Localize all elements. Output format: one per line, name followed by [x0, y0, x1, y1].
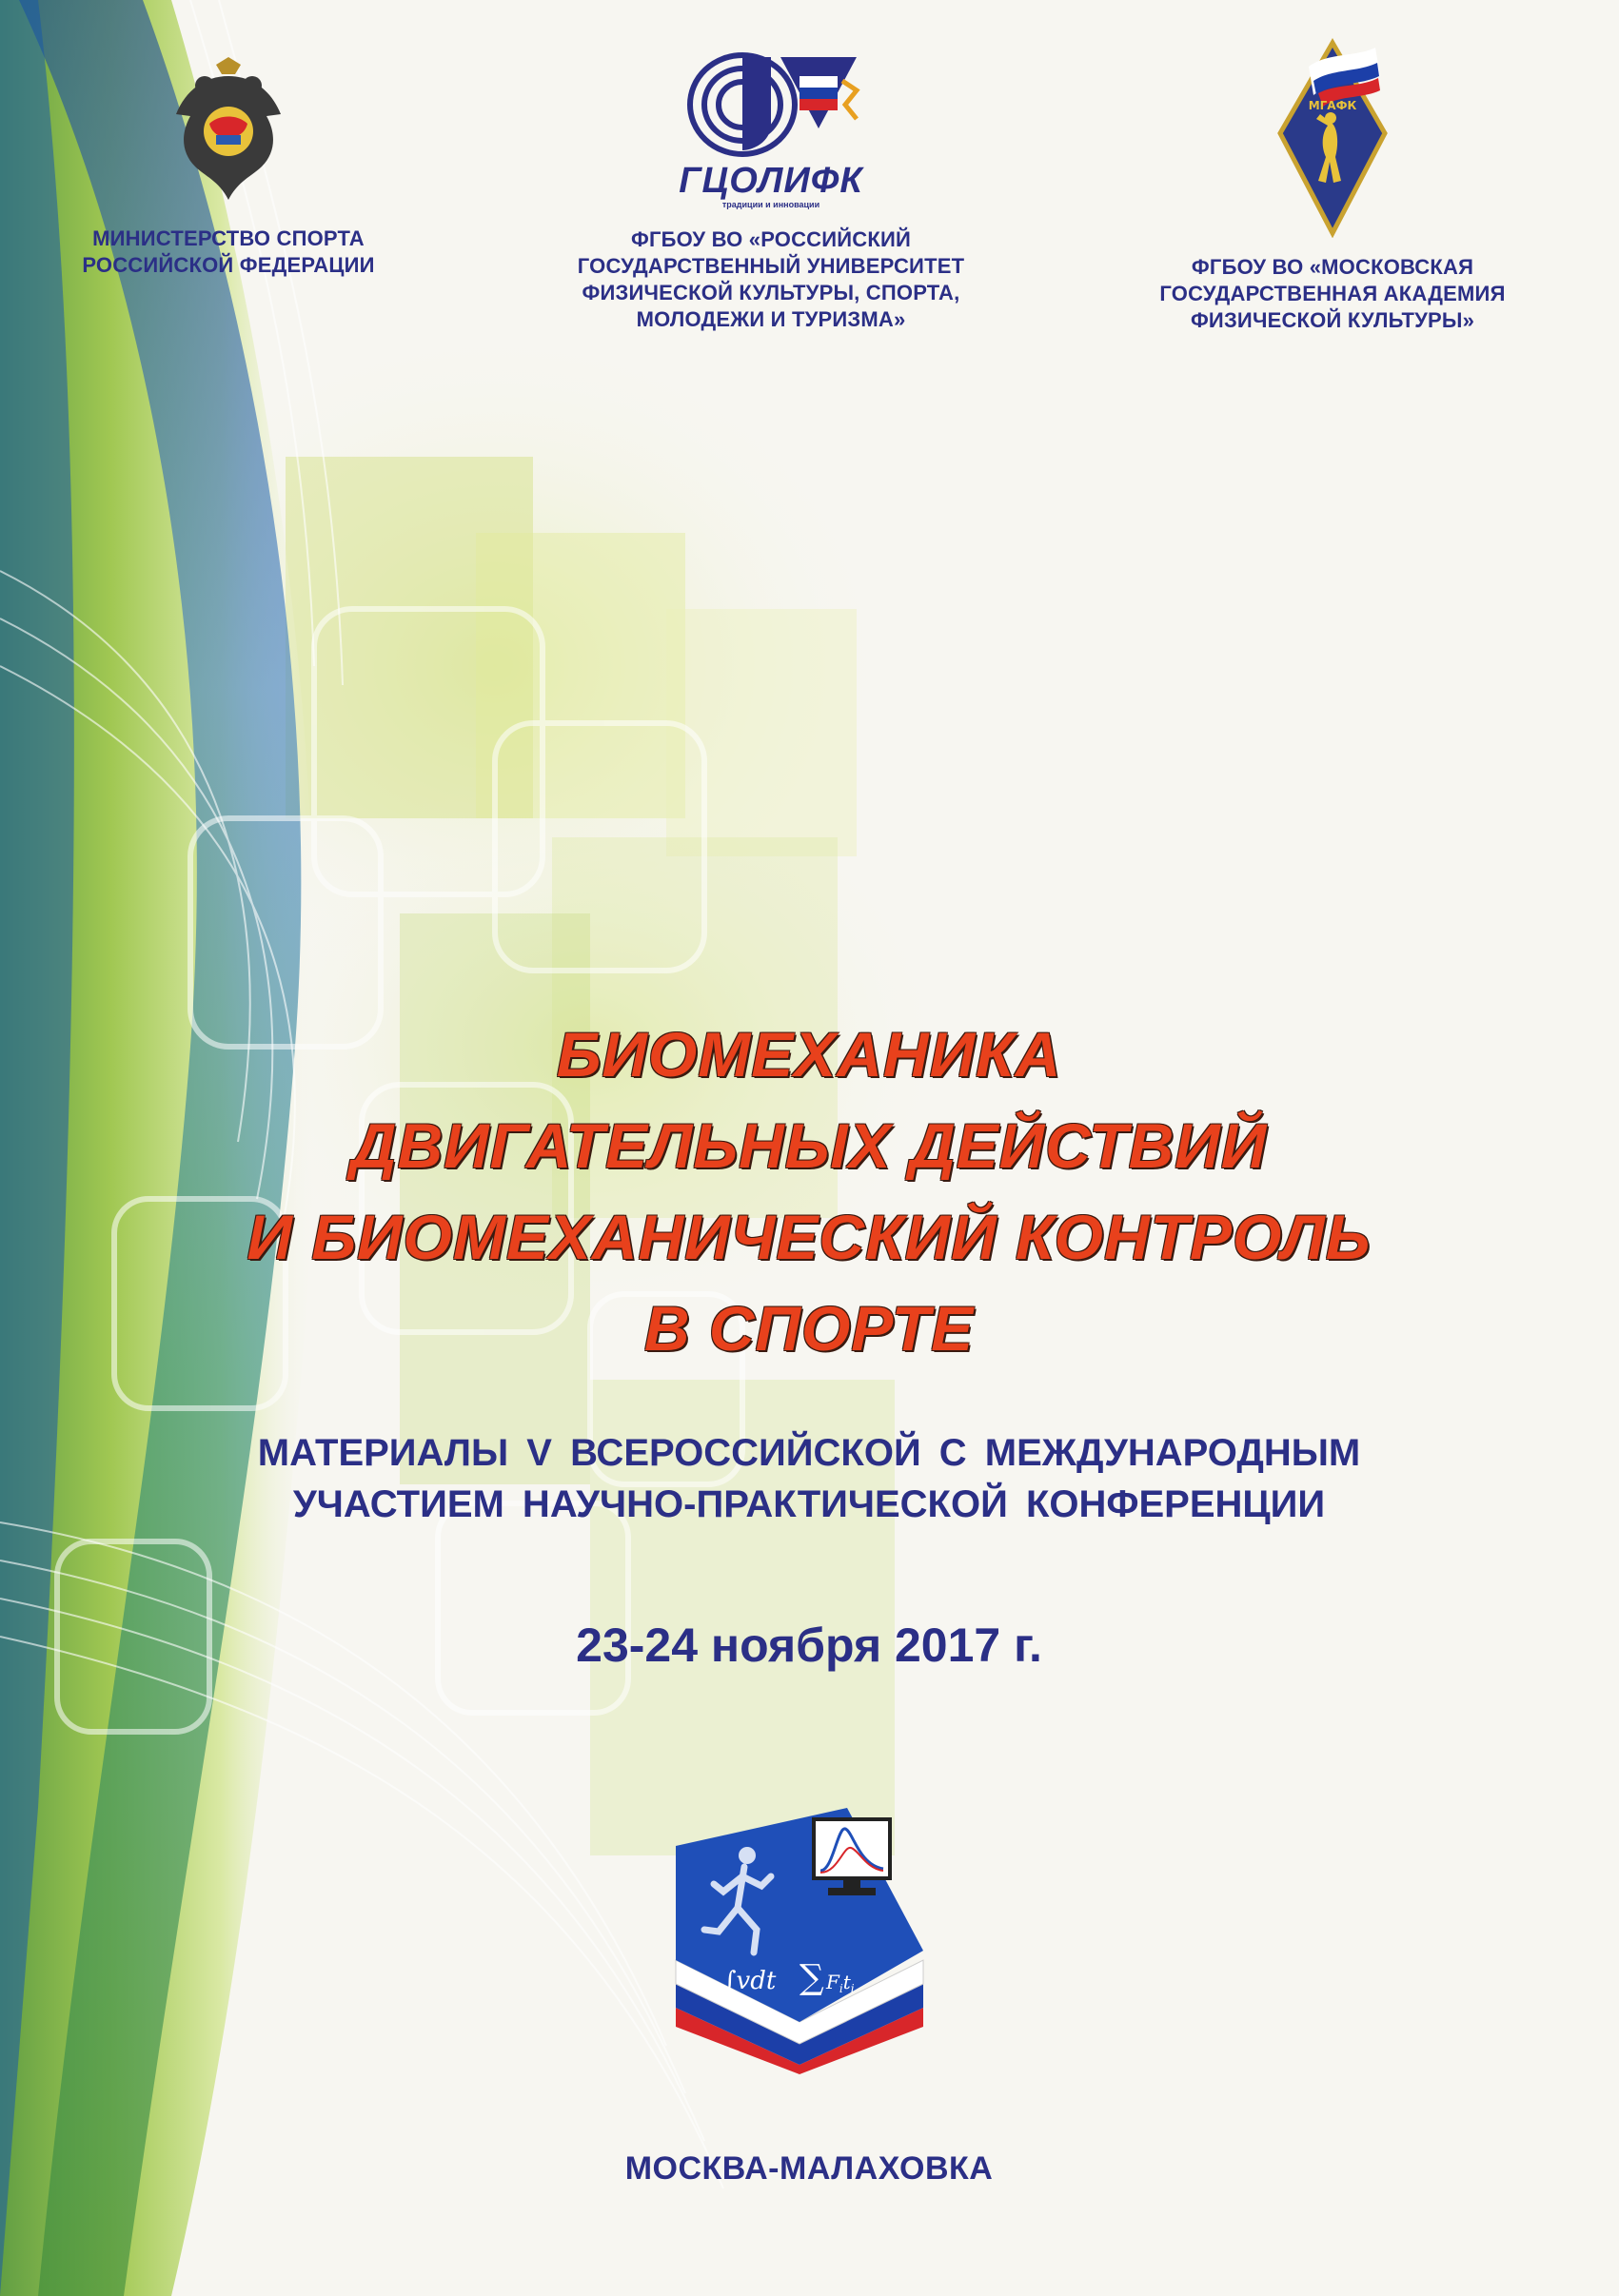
ministry-label: МИНИСТЕРСТВО СПОРТА РОССИЙСКОЙ ФЕДЕРАЦИИ — [82, 226, 375, 277]
academy-rhomb-badge-icon — [1271, 38, 1394, 238]
subtitle-line-2: УЧАСТИЕМ НАУЧНО-ПРАКТИЧЕСКОЙ КОНФЕРЕНЦИИ — [292, 1483, 1326, 1525]
subtitle-line-1: МАТЕРИАЛЫ V ВСЕРОССИЙСКОЙ С МЕЖДУНАРОДНЫМ — [257, 1432, 1361, 1474]
svg-text:∫vdt: ∫vdt — [723, 1967, 777, 1995]
book-title — [95, 1009, 1523, 1374]
publication-city: МОСКВА-МАЛАХОВКА — [624, 2150, 994, 2187]
svg-text:МГАФК: МГАФК — [1308, 99, 1357, 112]
svg-text:∑: ∑ — [800, 1958, 824, 1997]
ministry-block — [38, 57, 419, 279]
conference-subtitle — [57, 1427, 1561, 1530]
double-headed-eagle-emblem-icon — [167, 57, 290, 209]
academy-block — [1076, 38, 1589, 334]
title-line-1: БИОМЕХАНИКА — [556, 1019, 1062, 1089]
conference-logo-icon — [657, 1789, 942, 2074]
university-label: ФГБОУ ВО «РОССИЙСКИЙ ГОСУДАРСТВЕННЫЙ УНИВЕРСИТЕТ ФИЗИЧЕСКОЙ КУЛЬТУРЫ, СПОРТА, МОЛОДЕЖИ И ТУРИЗМА» — [577, 227, 965, 331]
gtsolifk-logo-icon — [676, 38, 866, 162]
university-logo-text: ГЦОЛИФК — [679, 161, 863, 201]
academy-label: ФГБОУ ВО «МОСКОВСКАЯ ГОСУДАРСТВЕННАЯ АКАДЕМИЯ ФИЗИЧЕСКОЙ КУЛЬТУРЫ» — [1159, 255, 1506, 332]
title-line-3: И БИОМЕХАНИЧЕСКИЙ КОНТРОЛЬ — [247, 1202, 1372, 1272]
title-line-2: ДВИГАТЕЛЬНЫХ ДЕЙСТВИЙ — [350, 1110, 1268, 1181]
conference-date: 23-24 ноября 2017 г. — [576, 1619, 1042, 1672]
university-block — [504, 38, 1037, 333]
title-line-4: В СПОРТЕ — [643, 1293, 975, 1364]
university-logo-motto: традиции и инновации — [721, 200, 820, 209]
svg-text:Fiti: $F_it_i$ — [826, 1971, 855, 1995]
